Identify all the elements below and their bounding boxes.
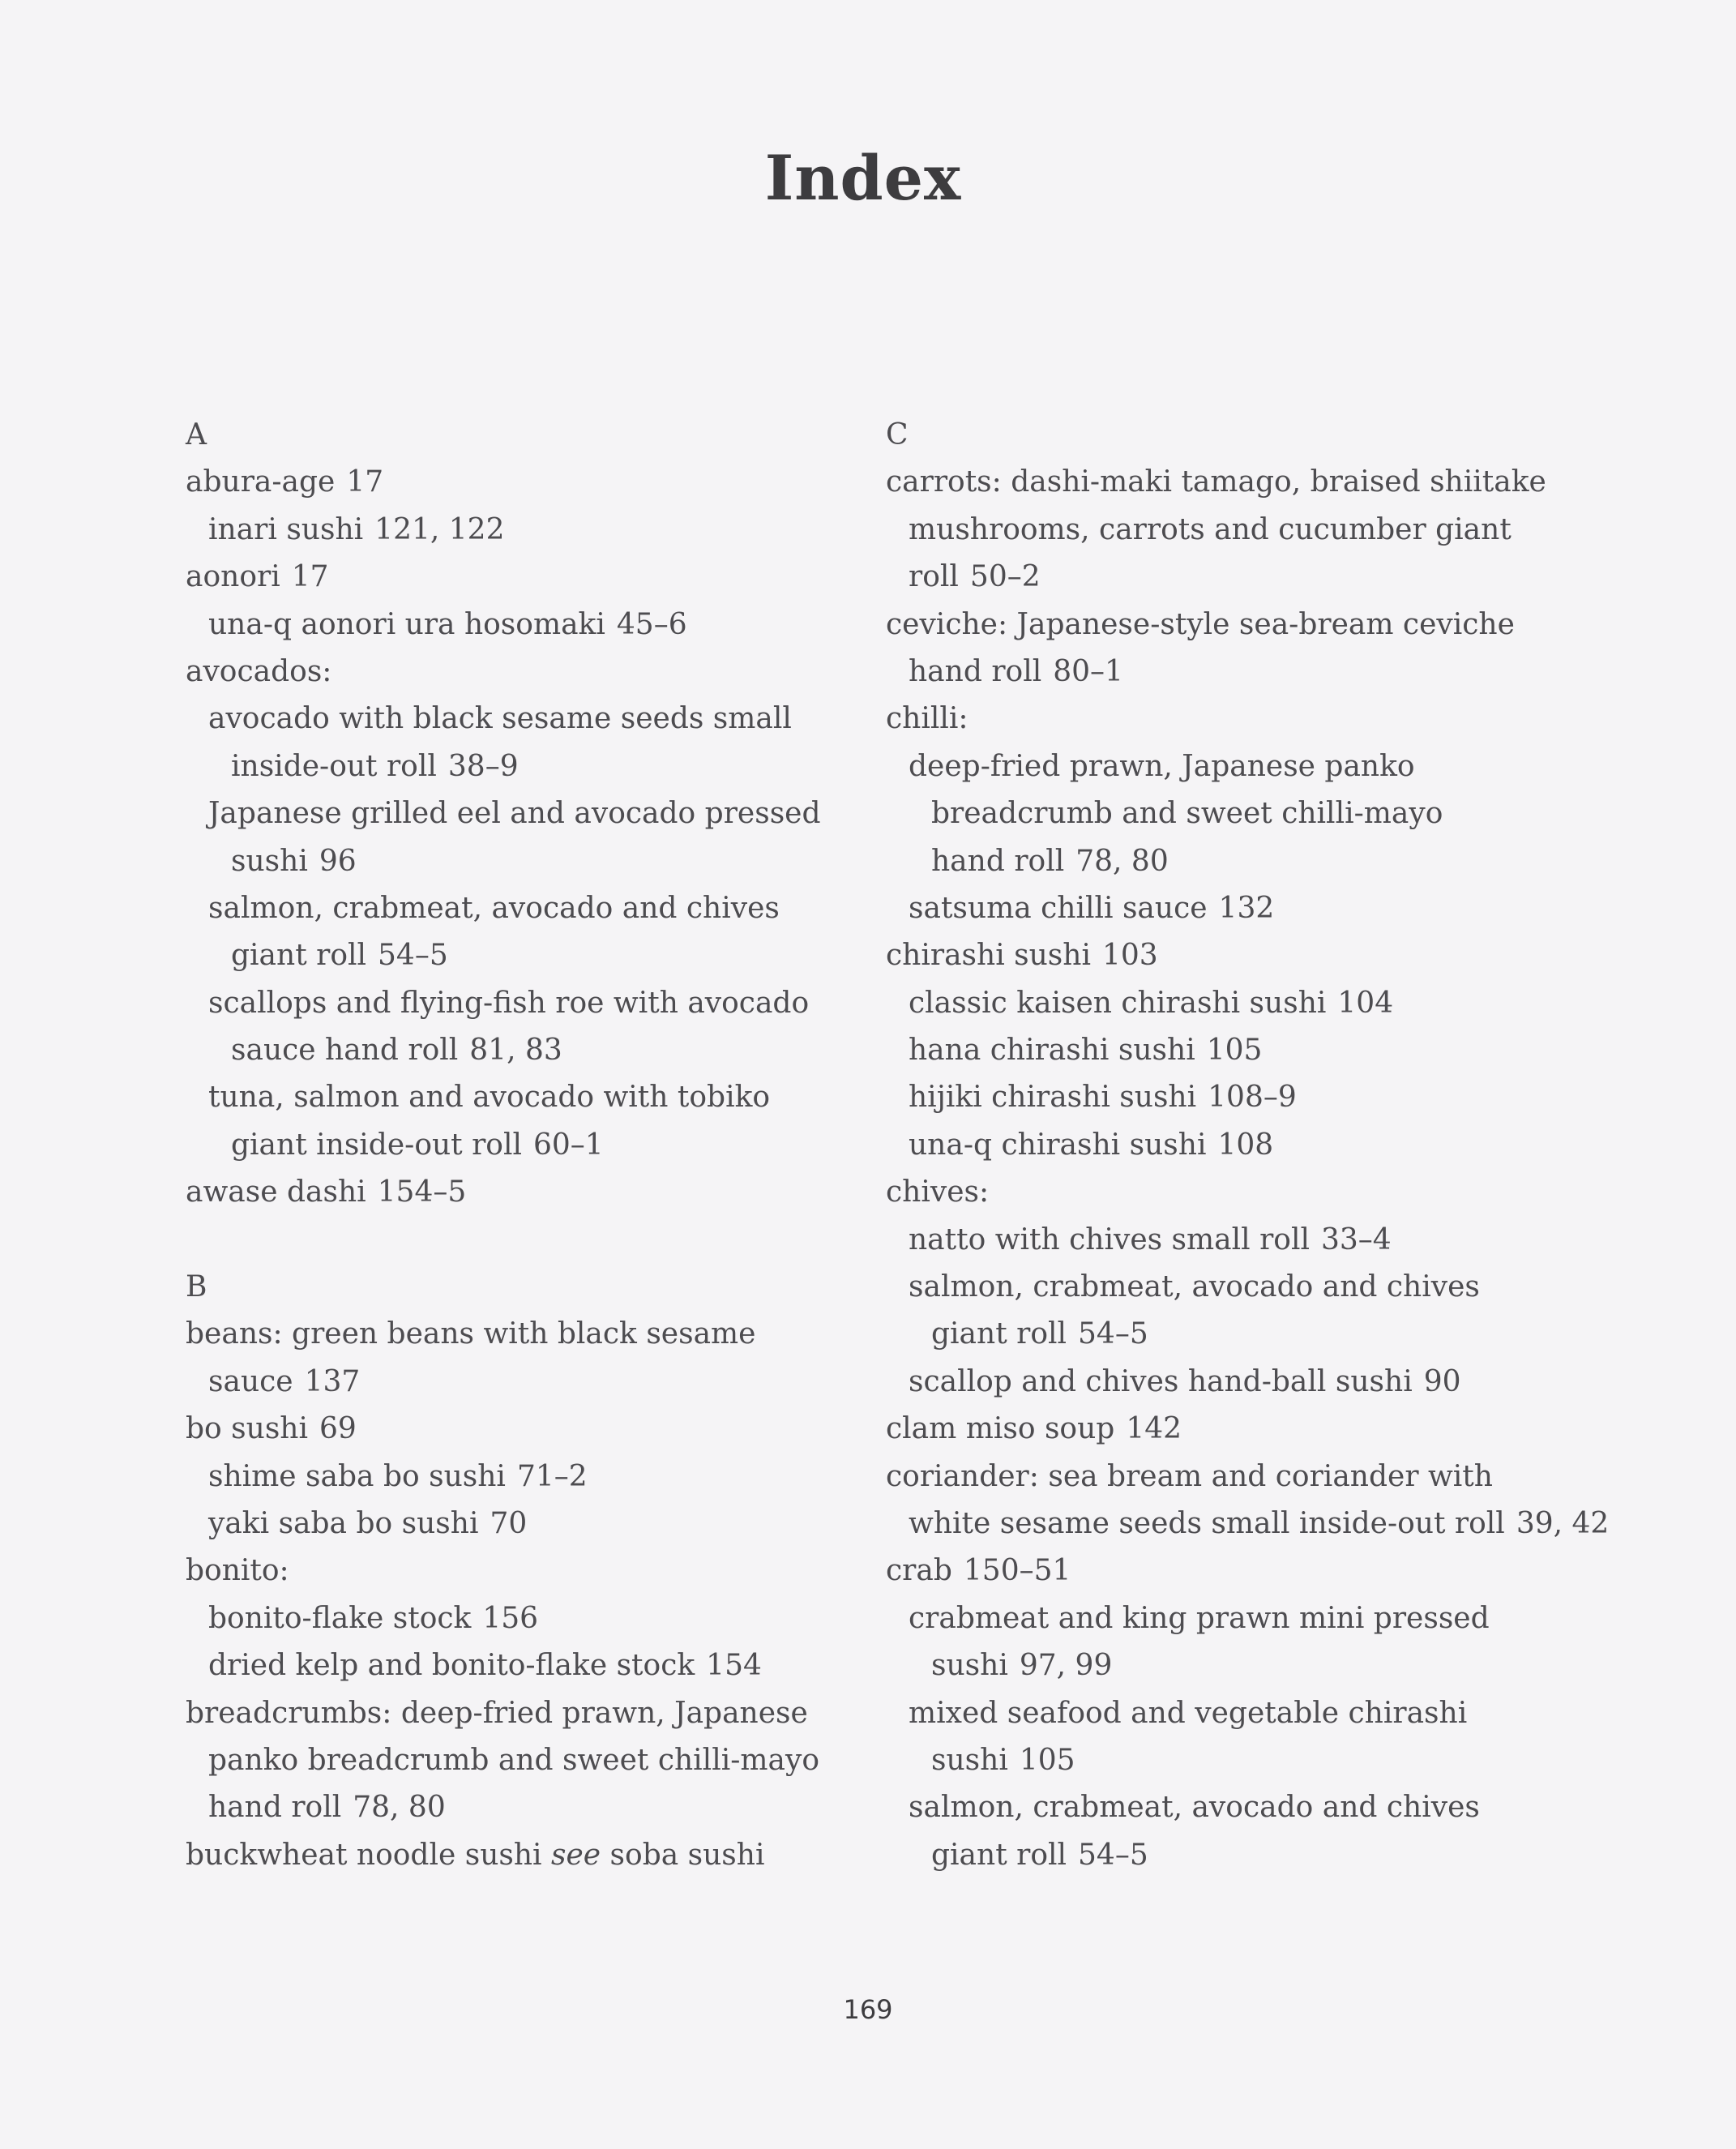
- index-entry: [186, 696, 850, 743]
- index-entry: [186, 1074, 850, 1121]
- index-entry: [886, 507, 1583, 554]
- entry-term: bo sushi: [186, 1412, 308, 1446]
- entry-pages: 54–5: [1078, 1317, 1148, 1351]
- entry-pages: 71–2: [516, 1459, 588, 1493]
- entry-pages: 81, 83: [469, 1034, 562, 1068]
- entry-term: beans: green beans with black sesame: [186, 1317, 756, 1351]
- entry-term: sushi: [931, 1743, 1008, 1777]
- entry-term: hand roll: [931, 844, 1065, 878]
- index-section-letter: [186, 412, 850, 459]
- entry-term: sushi: [931, 1649, 1008, 1683]
- entry-term: chives:: [886, 1175, 990, 1209]
- index-entry: [186, 1737, 850, 1784]
- entry-term: giant roll: [231, 939, 367, 973]
- entry-term: scallops and flying-fish roe with avocado: [208, 986, 810, 1020]
- entry-term: aonori: [186, 560, 280, 594]
- entry-pages: 17: [346, 465, 384, 499]
- index-entry: [186, 790, 850, 837]
- index-entry: [186, 1548, 850, 1595]
- index-column-right: [886, 412, 1610, 1879]
- index-entry: [886, 1264, 1583, 1311]
- index-entry: [886, 1359, 1583, 1406]
- entry-term: yaki saba bo sushi: [208, 1506, 479, 1540]
- index-entry: [886, 980, 1583, 1027]
- index-entry: [186, 932, 850, 979]
- entry-term: crabmeat and king prawn mini pressed: [909, 1601, 1490, 1635]
- entry-term: shime saba bo sushi: [208, 1459, 506, 1493]
- index-entry: [186, 1311, 850, 1358]
- entry-pages: 90: [1423, 1364, 1461, 1398]
- section-letter-text: C: [886, 418, 909, 452]
- entry-term: scallop and chives hand-ball sushi: [909, 1364, 1413, 1398]
- entry-pages: 154: [706, 1649, 762, 1683]
- index-entry: [886, 1832, 1583, 1879]
- index-entry: [886, 1548, 1583, 1595]
- entry-term: inside-out roll: [231, 749, 437, 783]
- entry-pages: 80–1: [1053, 654, 1123, 688]
- entry-term: breadcrumb and sweet chilli-mayo: [931, 797, 1443, 831]
- entry-pages: 103: [1101, 939, 1158, 973]
- entry-term: abura-age: [186, 465, 336, 499]
- index-entry: [886, 1453, 1583, 1500]
- entry-term: deep-fried prawn, Japanese panko: [909, 749, 1415, 783]
- entry-term: bonito:: [186, 1554, 289, 1588]
- index-entry: [186, 743, 850, 790]
- entry-pages: 78, 80: [353, 1791, 446, 1825]
- index-entry: [186, 554, 850, 601]
- entry-pages: 132: [1218, 891, 1275, 925]
- section-spacer: [186, 1217, 850, 1264]
- entry-term: hijiki chirashi sushi: [909, 1081, 1197, 1115]
- entry-pages: 137: [304, 1364, 361, 1398]
- index-column-left: [186, 412, 850, 1879]
- entry-term: una-q aonori ura hosomaki: [208, 607, 605, 641]
- entry-term: salmon, crabmeat, avocado and chives: [909, 1270, 1480, 1304]
- section-letter-text: A: [186, 418, 207, 452]
- index-entry: [886, 790, 1583, 837]
- index-section-letter: [886, 412, 1583, 459]
- entry-term: sauce hand roll: [231, 1034, 459, 1068]
- entry-pages: 69: [319, 1412, 357, 1446]
- entry-pages: 105: [1206, 1034, 1263, 1068]
- entry-term: panko breadcrumb and sweet chilli-mayo: [208, 1743, 819, 1777]
- see-target: soba sushi: [609, 1838, 765, 1872]
- entry-term: giant roll: [931, 1838, 1067, 1872]
- entry-term: sauce: [208, 1364, 293, 1398]
- index-entry: [886, 1642, 1583, 1689]
- see-reference: see: [551, 1838, 610, 1872]
- index-entry: [186, 1595, 850, 1642]
- entry-pages: 45–6: [616, 607, 687, 641]
- entry-pages: 108–9: [1208, 1081, 1297, 1115]
- entry-term: chirashi sushi: [886, 939, 1091, 973]
- index-entry: [886, 1500, 1610, 1548]
- index-entry: [886, 554, 1583, 601]
- entry-pages: 54–5: [378, 939, 448, 973]
- entry-term: coriander: sea bream and coriander with: [886, 1459, 1493, 1493]
- index-entry: [186, 1784, 850, 1831]
- index-entry: [886, 696, 1583, 743]
- entry-pages: 54–5: [1078, 1838, 1148, 1872]
- index-entry: [886, 1074, 1583, 1121]
- index-entry: [186, 885, 850, 932]
- entry-term: mixed seafood and vegetable chirashi: [909, 1696, 1468, 1730]
- index-entry: [186, 1406, 850, 1453]
- entry-term: dried kelp and bonito-flake stock: [208, 1649, 695, 1683]
- index-entry: [886, 1169, 1583, 1216]
- entry-term: crab: [886, 1554, 952, 1588]
- index-entry: [186, 649, 850, 696]
- index-entry: [186, 1359, 850, 1406]
- index-section-letter: [186, 1264, 850, 1311]
- entry-term: clam miso soup: [886, 1412, 1115, 1446]
- entry-term: ceviche: Japanese-style sea-bream ceviche: [886, 607, 1515, 641]
- entry-term: sushi: [231, 844, 308, 878]
- entry-pages: 121, 122: [374, 512, 505, 546]
- index-entry: [886, 1027, 1583, 1074]
- entry-pages: 96: [319, 844, 357, 878]
- entry-term: salmon, crabmeat, avocado and chives: [909, 1791, 1480, 1825]
- entry-pages: 142: [1126, 1412, 1182, 1446]
- entry-pages: 78, 80: [1075, 844, 1169, 878]
- index-entry: [186, 1690, 850, 1737]
- entry-term: giant inside-out roll: [231, 1128, 522, 1162]
- entry-pages: 97, 99: [1019, 1649, 1113, 1683]
- index-entry: [886, 1311, 1583, 1358]
- entry-term: avocado with black sesame seeds small: [208, 702, 792, 736]
- entry-term: breadcrumbs: deep-fried prawn, Japanese: [186, 1696, 808, 1730]
- index-entry: [186, 507, 850, 554]
- entry-term: bonito-flake stock: [208, 1601, 472, 1635]
- index-entry: [186, 838, 850, 885]
- index-entry: [886, 885, 1583, 932]
- entry-term: mushrooms, carrots and cucumber giant: [909, 512, 1512, 546]
- index-entry: [186, 1169, 850, 1216]
- entry-pages: 104: [1337, 986, 1394, 1020]
- entry-term: carrots: dashi-maki tamago, braised shiitake: [886, 465, 1546, 499]
- entry-pages: 60–1: [533, 1128, 604, 1162]
- entry-pages: 154–5: [377, 1175, 467, 1209]
- index-entry: [886, 459, 1583, 506]
- entry-term: roll: [909, 560, 959, 594]
- entry-term: hana chirashi sushi: [909, 1034, 1195, 1068]
- entry-pages: 105: [1019, 1743, 1075, 1777]
- index-entry: [886, 601, 1583, 649]
- index-entry: [186, 1500, 850, 1548]
- entry-term: classic kaisen chirashi sushi: [909, 986, 1327, 1020]
- index-entry: [186, 1027, 850, 1074]
- entry-term: natto with chives small roll: [909, 1222, 1310, 1256]
- entry-term: hand roll: [208, 1791, 342, 1825]
- entry-term: avocados:: [186, 654, 332, 688]
- index-entry: [886, 1595, 1583, 1642]
- index-entry: [186, 1122, 850, 1169]
- page-number: 169: [843, 1994, 893, 2025]
- entry-pages: 17: [291, 560, 329, 594]
- section-letter-text: B: [186, 1270, 207, 1304]
- entry-term: inari sushi: [208, 512, 364, 546]
- index-entry: [886, 1690, 1583, 1737]
- index-entry: [186, 980, 850, 1027]
- entry-pages: 50–2: [969, 560, 1041, 594]
- index-entry: [886, 1737, 1583, 1784]
- entry-pages: 38–9: [447, 749, 519, 783]
- index-entry: [886, 838, 1583, 885]
- entry-pages: 150–51: [963, 1554, 1071, 1588]
- index-entry: [186, 1642, 850, 1689]
- entry-term: una-q chirashi sushi: [909, 1128, 1207, 1162]
- page-title: Index: [764, 142, 962, 214]
- index-entry: [886, 649, 1583, 696]
- index-entry: [886, 743, 1583, 790]
- entry-pages: 33–4: [1321, 1222, 1392, 1256]
- index-entry: [186, 1832, 850, 1879]
- entry-term: hand roll: [909, 654, 1042, 688]
- entry-term: Japanese grilled eel and avocado pressed: [208, 797, 821, 831]
- entry-term: awase dashi: [186, 1175, 366, 1209]
- entry-term: salmon, crabmeat, avocado and chives: [208, 891, 780, 925]
- entry-pages: 108: [1217, 1128, 1274, 1162]
- index-entry: [886, 1406, 1583, 1453]
- entry-term: giant roll: [931, 1317, 1067, 1351]
- index-entry: [886, 1217, 1583, 1264]
- index-entry: [886, 1784, 1583, 1831]
- entry-pages: 70: [490, 1506, 528, 1540]
- entry-term: buckwheat noodle sushi: [186, 1838, 542, 1872]
- entry-term: chilli:: [886, 702, 968, 736]
- index-entry: [886, 1122, 1583, 1169]
- entry-term: tuna, salmon and avocado with tobiko: [208, 1081, 771, 1115]
- entry-pages: 39, 42: [1516, 1506, 1610, 1540]
- index-entry: [886, 932, 1583, 979]
- entry-term: white sesame seeds small inside-out roll: [909, 1506, 1505, 1540]
- index-entry: [186, 1453, 850, 1500]
- index-entry: [186, 459, 850, 506]
- entry-term: satsuma chilli sauce: [909, 891, 1208, 925]
- index-entry: [186, 601, 850, 649]
- entry-pages: 156: [482, 1601, 539, 1635]
